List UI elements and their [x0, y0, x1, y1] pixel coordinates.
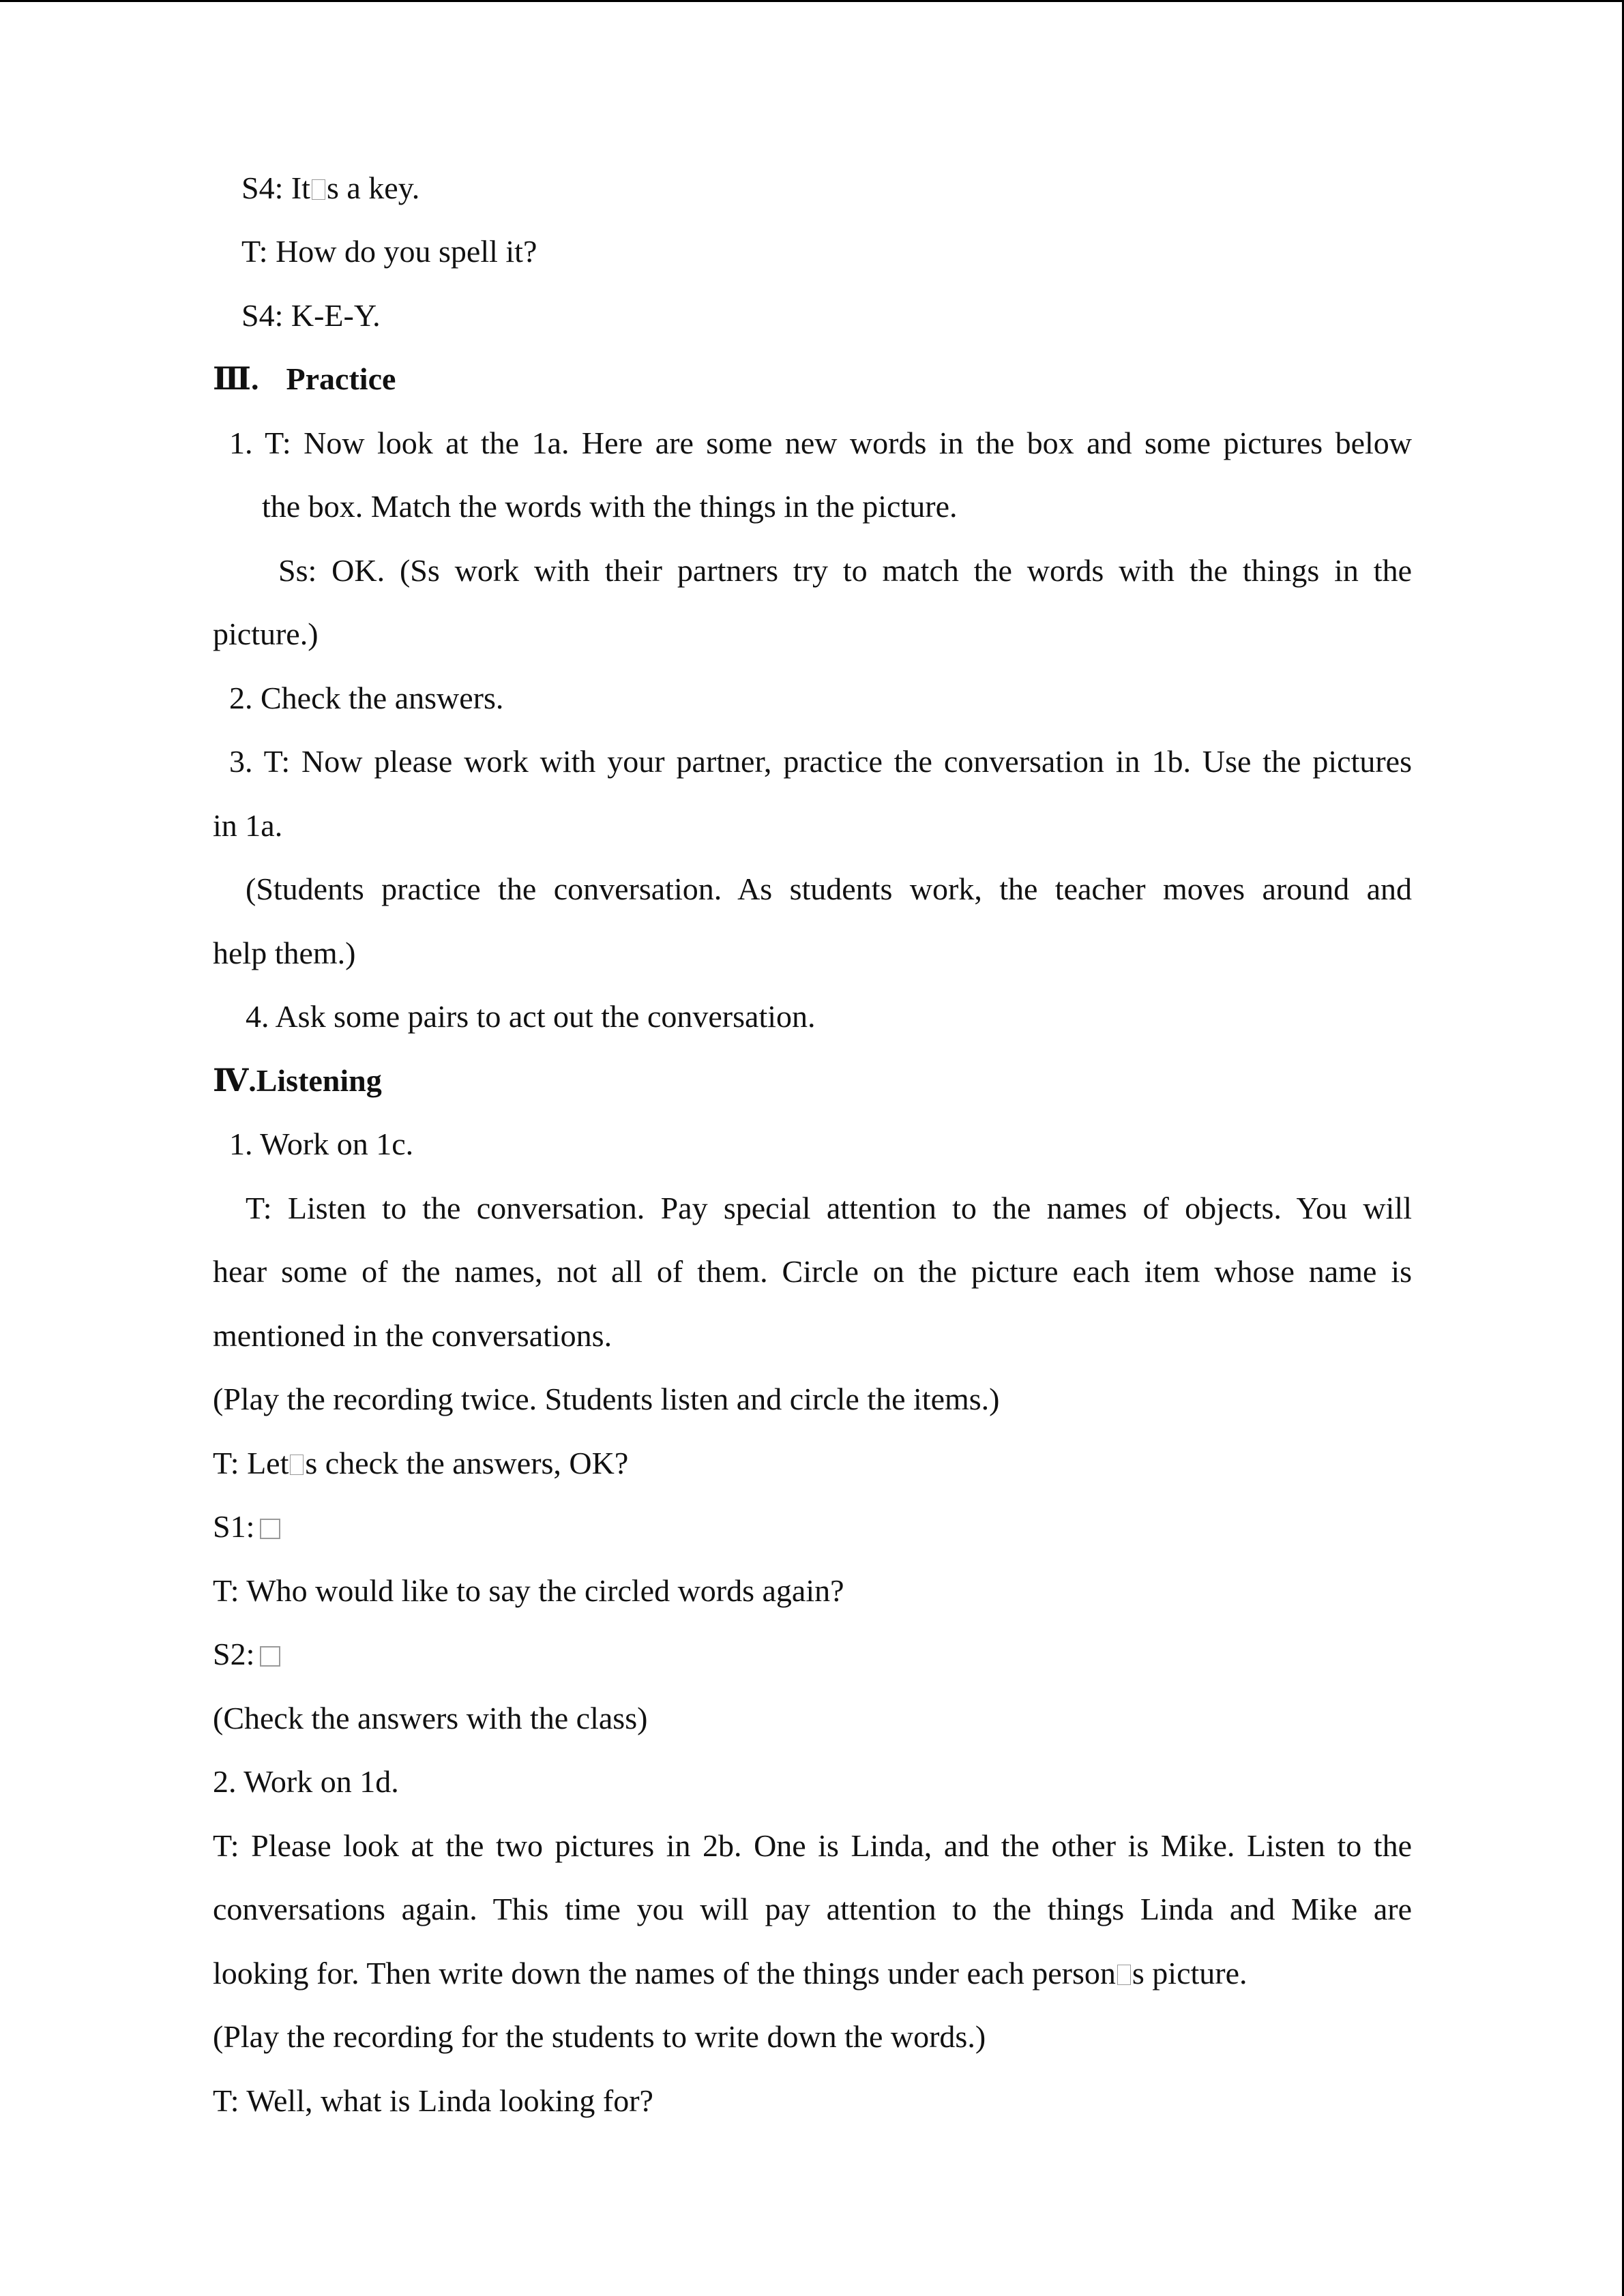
paragraph-line: (Students practice the conversation. As students work, the teacher moves around and	[246, 871, 1412, 906]
paragraph-line: Ss: OK. (Ss work with their partners try to match the words with the things in the	[278, 553, 1412, 588]
dialogue-line: S4: K-E-Y.	[241, 298, 381, 333]
dialogue-line	[213, 1506, 280, 1547]
text-segment: S4: It	[241, 170, 310, 205]
dialogue-line	[241, 168, 419, 209]
dialogue-line	[213, 1634, 280, 1675]
answer-box-icon	[260, 1519, 280, 1539]
paragraph-line: picture.)	[213, 616, 319, 651]
section-heading-listening	[213, 1060, 382, 1101]
paragraph-line: 4. Ask some pairs to act out the conversation.	[246, 999, 816, 1034]
paragraph-line: help them.)	[213, 936, 356, 970]
text-segment: S1:	[213, 1509, 255, 1544]
paragraph-line: the box. Match the words with the things in the picture.	[262, 489, 958, 524]
paragraph-line: hear some of the names, not all of them. Circle on the picture each item whose name is	[213, 1254, 1412, 1289]
paragraph-line: (Play the recording for the students to write down the words.)	[213, 2019, 986, 2054]
paragraph-line: 1. T: Now look at the 1a. Here are some new words in the box and some pictures below	[229, 426, 1412, 460]
text-segment: looking for. Then write down the names of the things under each person	[213, 1956, 1116, 1991]
section-number: Ⅳ.	[213, 1063, 256, 1098]
section-number: Ⅲ.	[213, 361, 259, 396]
answer-box-icon	[260, 1646, 280, 1667]
paragraph-line: 2. Check the answers.	[229, 681, 504, 715]
dialogue-line: T: Well, what is Linda looking for?	[213, 2083, 653, 2118]
dialogue-line: T: How do you spell it?	[241, 234, 537, 269]
paragraph-line: 1. Work on 1c.	[229, 1127, 414, 1161]
paragraph-line	[213, 1953, 1247, 1994]
missing-glyph-icon	[290, 1455, 304, 1475]
text-segment: S2:	[213, 1637, 255, 1671]
dialogue-line	[213, 1443, 628, 1484]
paragraph-line: conversations again. This time you will pay attention to the things Linda and Mike are	[213, 1892, 1412, 1926]
section-heading-practice	[213, 359, 396, 400]
text-segment: T: Let	[213, 1446, 289, 1480]
paragraph-line: (Play the recording twice. Students listen and circle the items.)	[213, 1382, 1000, 1416]
paragraph-line: 2. Work on 1d.	[213, 1764, 399, 1799]
missing-glyph-icon	[312, 179, 325, 200]
text-segment: s check the answers, OK?	[305, 1446, 629, 1480]
section-title: Listening	[256, 1063, 382, 1098]
section-title: Practice	[286, 361, 396, 396]
text-segment: s a key.	[326, 170, 420, 205]
paragraph-line: in 1a.	[213, 808, 283, 843]
paragraph-line: 3. T: Now please work with your partner, practice the conversation in 1b. Use the pictures	[229, 744, 1412, 779]
text-segment: s picture.	[1132, 1956, 1247, 1991]
paragraph-line: (Check the answers with the class)	[213, 1701, 648, 1735]
paragraph-line: T: Listen to the conversation. Pay special attention to the names of objects. You will	[246, 1191, 1412, 1225]
dialogue-line: T: Who would like to say the circled words again?	[213, 1573, 844, 1608]
missing-glyph-icon	[1117, 1965, 1131, 1985]
paragraph-line: mentioned in the conversations.	[213, 1318, 612, 1353]
paragraph-line: T: Please look at the two pictures in 2b. One is Linda, and the other is Mike. Listen to the	[213, 1828, 1412, 1863]
